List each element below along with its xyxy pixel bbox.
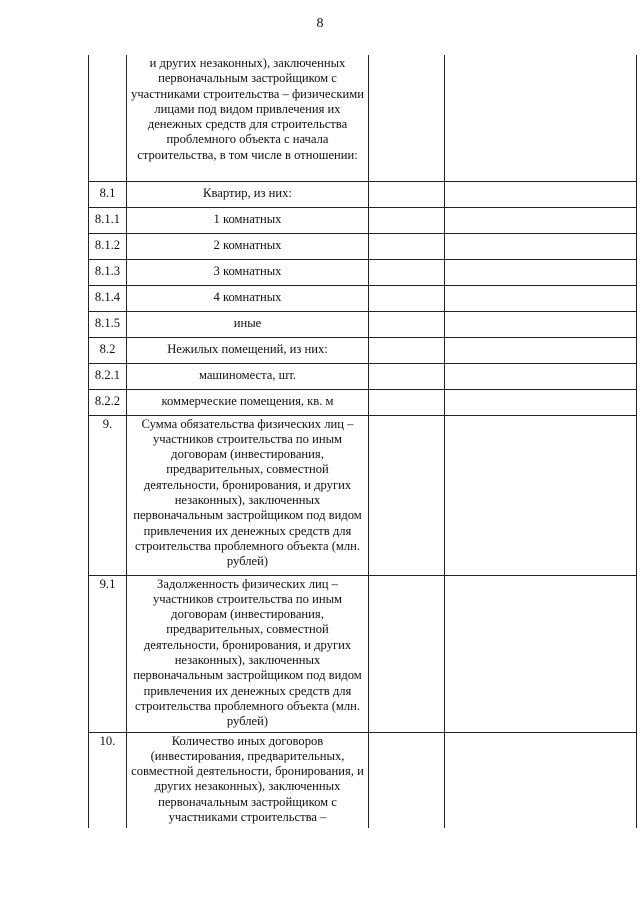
page-number: 8 — [316, 16, 324, 31]
table-row — [89, 732, 637, 828]
row-description: Сумма обязательства физических лиц – участников строительства по иным договорам (инвестирования, предварительных, совместной деятельности, бронирования, и других незаконных), заключенных первоначальным застройщиком под видом привлечения их денежных средств для строительства проблемного объекта (млн. рублей) — [127, 415, 369, 575]
row-note — [445, 181, 637, 207]
row-value — [369, 415, 445, 575]
row-description: машиноместа, шт. — [127, 363, 369, 389]
row-note — [445, 233, 637, 259]
table-row — [89, 207, 637, 233]
row-value — [369, 389, 445, 415]
row-description: Нежилых помещений, из них: — [127, 337, 369, 363]
row-note — [445, 575, 637, 732]
table-row — [89, 415, 637, 575]
table-row — [89, 259, 637, 285]
row-number: 8.1.3 — [89, 259, 127, 285]
row-number — [89, 55, 127, 181]
row-note — [445, 55, 637, 181]
row-note — [445, 732, 637, 828]
row-description: Задолженность физических лиц – участников строительства по иным договорам (инвестирования, предварительных, совместной деятельности, бронирования, и других незаконных), заключенных первоначальным застройщиком под видом привлечения их денежных средств для строительства проблемного объекта (млн. рублей) — [127, 575, 369, 732]
row-description: 3 комнатных — [127, 259, 369, 285]
table-row — [89, 55, 637, 181]
row-description: Количество иных договоров (инвестирования, предварительных, совместной деятельности, бронирования, и других незаконных), заключенных первоначальным застройщиком с участниками строительства – — [127, 732, 369, 828]
row-number: 8.1.2 — [89, 233, 127, 259]
row-note — [445, 337, 637, 363]
row-number: 8.1.1 — [89, 207, 127, 233]
row-value — [369, 207, 445, 233]
row-note — [445, 363, 637, 389]
row-description: 4 комнатных — [127, 285, 369, 311]
row-number: 9.1 — [89, 575, 127, 732]
row-value — [369, 285, 445, 311]
row-number: 8.1.4 — [89, 285, 127, 311]
row-number: 8.2.2 — [89, 389, 127, 415]
row-number: 8.2 — [89, 337, 127, 363]
row-value — [369, 55, 445, 181]
row-number: 8.1.5 — [89, 311, 127, 337]
table-row — [89, 389, 637, 415]
row-number: 10. — [89, 732, 127, 828]
row-note — [445, 259, 637, 285]
row-note — [445, 285, 637, 311]
table-row — [89, 337, 637, 363]
row-note — [445, 311, 637, 337]
row-number: 9. — [89, 415, 127, 575]
row-value — [369, 233, 445, 259]
table-row — [89, 285, 637, 311]
row-value — [369, 363, 445, 389]
row-description: иные — [127, 311, 369, 337]
row-description: 2 комнатных — [127, 233, 369, 259]
row-number: 8.1 — [89, 181, 127, 207]
table-row — [89, 181, 637, 207]
row-value — [369, 181, 445, 207]
row-note — [445, 389, 637, 415]
row-value — [369, 732, 445, 828]
row-value — [369, 311, 445, 337]
table-row — [89, 575, 637, 732]
row-description: и других незаконных), заключенных первоначальным застройщиком с участниками строительства – физическими лицами под видом привлечения их денежных средств для строительства проблемного объекта с начала строительства, в том числе в отношении: — [127, 55, 369, 181]
row-note — [445, 415, 637, 575]
table-row — [89, 363, 637, 389]
row-description: коммерческие помещения, кв. м — [127, 389, 369, 415]
row-value — [369, 259, 445, 285]
table-row — [89, 311, 637, 337]
row-note — [445, 207, 637, 233]
row-description: 1 комнатных — [127, 207, 369, 233]
row-number: 8.2.1 — [89, 363, 127, 389]
row-value — [369, 337, 445, 363]
row-value — [369, 575, 445, 732]
row-description: Квартир, из них: — [127, 181, 369, 207]
data-table — [88, 55, 637, 828]
table-row — [89, 233, 637, 259]
